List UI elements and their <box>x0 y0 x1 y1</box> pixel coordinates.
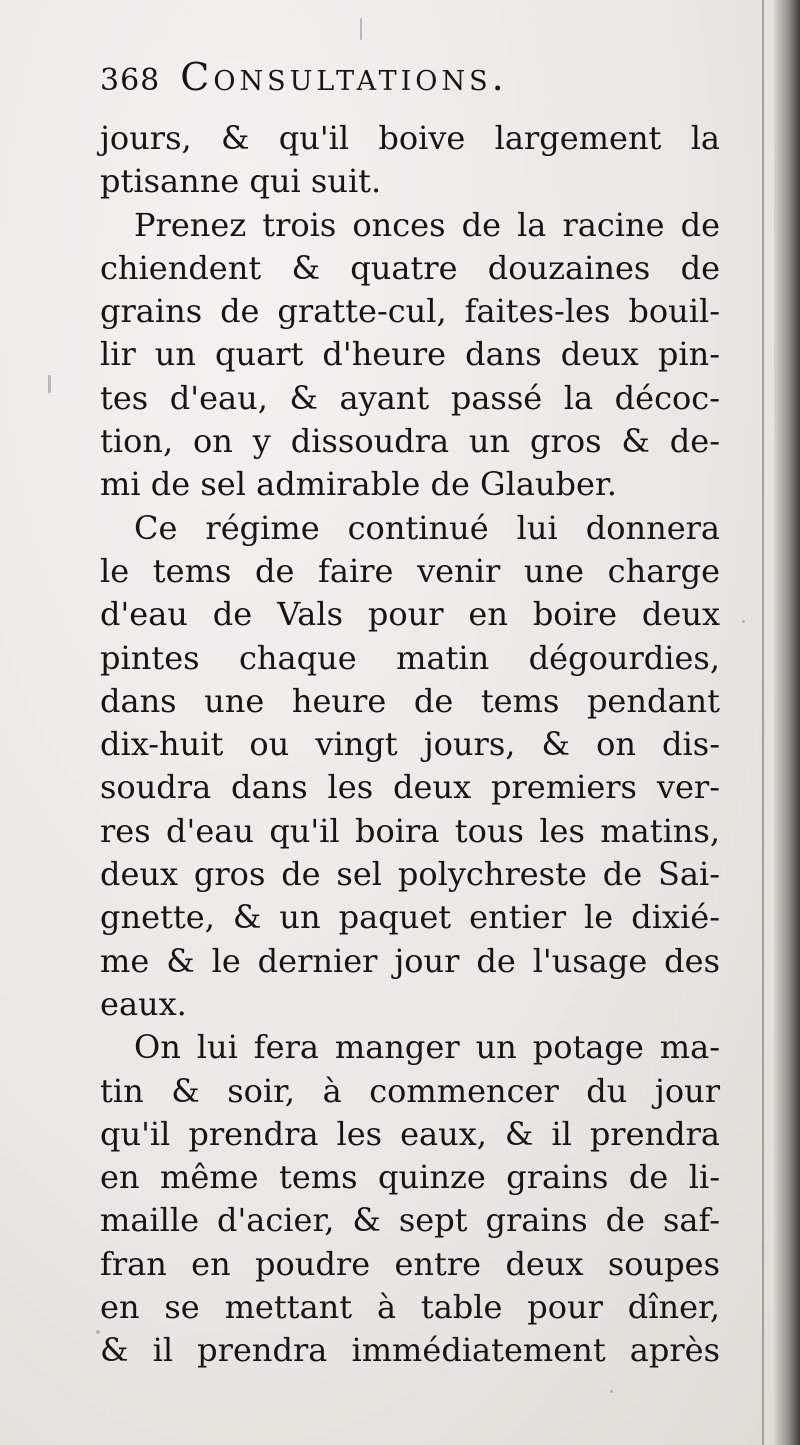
text-line: maille d'acier, & sept grains de saf- <box>100 1201 720 1240</box>
text-line: Ce régime continué lui donnera <box>134 508 720 547</box>
text-line: d'eau de Vals pour en boire deux <box>100 595 720 634</box>
text-line: gnette, & un paquet entier le dixié- <box>100 898 720 937</box>
page-binding-edge <box>774 0 800 1445</box>
text-line: dans une heure de tems pendant <box>100 681 720 720</box>
text-line: me & le dernier jour de l'usage des <box>100 941 720 980</box>
text-line: grains de gratte-cul, faites-les bouil- <box>100 292 720 331</box>
page-header <box>100 55 720 117</box>
text-line: eaux. <box>100 984 187 1023</box>
text-line: en se mettant à table pour dîner, <box>100 1288 720 1327</box>
paper-mark <box>610 1390 613 1393</box>
page-number: 368 <box>100 63 161 98</box>
text-line: tin & soir, à commencer du jour <box>100 1071 720 1110</box>
text-line: ptisanne qui suit. <box>100 162 382 201</box>
text-line: tion, on y dissoudra un gros & de- <box>100 422 720 461</box>
text-line: Prenez trois onces de la racine de <box>134 205 720 244</box>
text-line: chiendent & quatre douzaines de <box>100 248 720 287</box>
paper-mark <box>360 18 362 40</box>
text-line: deux gros de sel polychreste de Sai- <box>100 855 720 894</box>
text-line: mi de sel admirable de Glauber. <box>100 465 617 504</box>
text-line: pintes chaque matin dégourdies, <box>100 638 720 677</box>
text-line: le tems de faire venir une charge <box>100 551 720 590</box>
text-line: en même tems quinze grains de li- <box>100 1158 720 1197</box>
running-head: Consultations. <box>180 55 508 99</box>
text-line: dix-huit ou vingt jours, & on dis- <box>100 725 720 764</box>
text-line: res d'eau qu'il boira tous les matins, <box>100 811 720 850</box>
paragraph-prescription <box>100 204 720 507</box>
gutter-shadow-line <box>762 0 764 1445</box>
paragraph-diet <box>100 1026 720 1372</box>
paragraph-continued <box>100 117 720 204</box>
text-line: & il prendra immédiatement après <box>100 1331 720 1370</box>
text-line: qu'il prendra les eaux, & il prendra <box>100 1114 720 1153</box>
text-line: On lui fera manger un potage ma- <box>134 1028 720 1067</box>
paragraph-regime <box>100 507 720 1027</box>
text-line: tes d'eau, & ayant passé la décoc- <box>100 378 720 417</box>
text-line: fran en poudre entre deux soupes <box>100 1244 720 1283</box>
text-line: soudra dans les deux premiers ver- <box>100 768 720 807</box>
paper-mark <box>742 620 745 623</box>
paper-mark <box>48 375 51 393</box>
text-line: jours, & qu'il boive largement la <box>100 119 720 157</box>
text-line: lir un quart d'heure dans deux pin- <box>100 335 720 374</box>
page-text <box>100 55 720 1373</box>
